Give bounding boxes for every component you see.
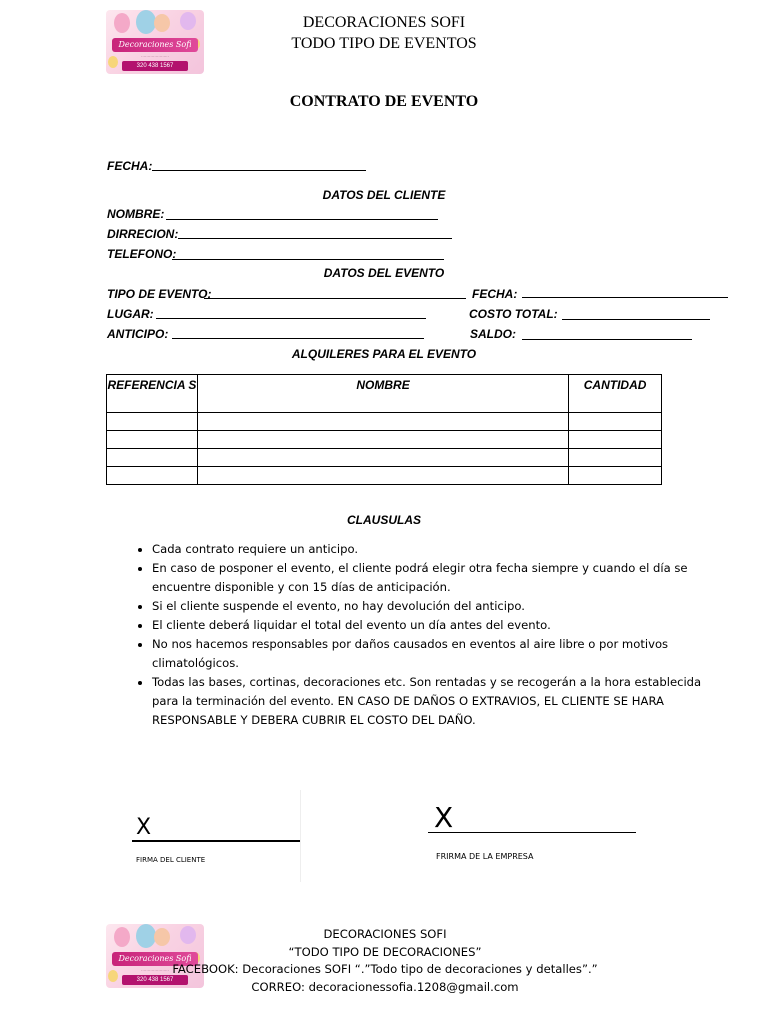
- company-signature-label: FRIRMA DE LA EMPRESA: [436, 852, 534, 861]
- signature-divider: [300, 790, 301, 882]
- client-signature-line[interactable]: [132, 840, 300, 842]
- table-cell[interactable]: [197, 413, 568, 431]
- table-cell[interactable]: [197, 431, 568, 449]
- saldo-field[interactable]: [522, 339, 692, 340]
- rentals-table: [106, 374, 662, 485]
- direccion-field[interactable]: [178, 238, 452, 239]
- lugar-field[interactable]: [156, 318, 426, 319]
- client-signature-label: FIRMA DEL CLIENTE: [136, 856, 206, 864]
- table-row: [107, 431, 662, 449]
- col-header-cantidad: CANTIDAD: [569, 375, 662, 413]
- company-signature-mark: X: [434, 801, 454, 834]
- tipo-evento-label: TIPO DE EVENTO:: [107, 287, 212, 301]
- table-cell[interactable]: [569, 467, 662, 485]
- costo-total-field[interactable]: [562, 319, 710, 320]
- direccion-label: DIRRECION:: [107, 227, 179, 241]
- col-header-referencias: REFERENCIA S: [107, 375, 198, 413]
- table-cell[interactable]: [197, 467, 568, 485]
- client-signature-mark: X: [136, 815, 152, 840]
- company-tagline: TODO TIPO DE EVENTOS: [291, 35, 477, 52]
- anticipo-field[interactable]: [172, 338, 424, 339]
- table-cell[interactable]: [197, 449, 568, 467]
- client-section-title: DATOS DEL CLIENTE: [322, 188, 446, 202]
- lugar-label: LUGAR:: [107, 307, 154, 321]
- clause-item: • Cada contrato requiere un anticipo.: [152, 540, 712, 559]
- telefono-field[interactable]: [172, 259, 444, 260]
- table-header-row: [107, 375, 662, 413]
- table-row: [107, 413, 662, 431]
- table-row: [107, 467, 662, 485]
- footer-company: DECORACIONES SOFI: [323, 927, 447, 941]
- footer-email[interactable]: CORREO: decoracionessofia.1208@gmail.com: [251, 979, 519, 994]
- clauses-title: CLAUSULAS: [347, 513, 421, 527]
- col-header-nombre: NOMBRE: [197, 375, 568, 413]
- table-row: [107, 449, 662, 467]
- nombre-label: NOMBRE:: [107, 207, 165, 221]
- costo-total-label: COSTO TOTAL:: [469, 307, 558, 321]
- fecha-label: FECHA:: [107, 159, 153, 173]
- fecha-field[interactable]: [152, 170, 366, 171]
- footer-logo: Decoraciones Sofi ····················· 320 438 1567: [106, 924, 204, 988]
- table-cell[interactable]: [569, 413, 662, 431]
- logo-phone: 320 438 1567: [122, 61, 188, 71]
- clauses-list: [110, 540, 712, 730]
- company-logo: Decoraciones Sofi ····················· 320 438 1567: [106, 10, 204, 74]
- table-cell[interactable]: [107, 467, 198, 485]
- clause-item: • No nos hacemos responsables por daños causados en eventos al aire libre o por motivos climatológicos.: [152, 635, 712, 673]
- footer-facebook[interactable]: FACEBOOK: Decoraciones SOFI “.”Todo tipo de decoraciones y detalles”.”: [172, 962, 598, 976]
- footer-slogan: “TODO TIPO DE DECORACIONES”: [288, 944, 482, 959]
- event-section-title: DATOS DEL EVENTO: [323, 266, 445, 280]
- clause-item: • En caso de posponer el evento, el cliente podrá elegir otra fecha siempre y cuando el día se encuentre disponible y con 15 días de anticipación.: [152, 559, 712, 597]
- footer-logo-brand-text: Decoraciones Sofi: [112, 952, 198, 966]
- table-cell[interactable]: [569, 431, 662, 449]
- company-name: DECORACIONES SOFI: [302, 14, 466, 31]
- footer-logo-phone: 320 438 1567: [122, 975, 188, 985]
- table-cell[interactable]: [107, 431, 198, 449]
- fecha-evento-label: FECHA:: [472, 287, 518, 301]
- footer: [160, 926, 610, 996]
- saldo-label: SALDO:: [470, 327, 516, 341]
- anticipo-label: ANTICIPO:: [107, 327, 169, 341]
- nombre-field[interactable]: [166, 219, 438, 220]
- contract-title: CONTRATO DE EVENTO: [289, 93, 479, 110]
- table-cell[interactable]: [107, 449, 198, 467]
- fecha-evento-field[interactable]: [522, 297, 728, 298]
- clause-item: • El cliente deberá liquidar el total del evento un día antes del evento.: [152, 616, 712, 635]
- table-cell[interactable]: [569, 449, 662, 467]
- logo-brand-text: Decoraciones Sofi: [112, 38, 198, 52]
- clause-item: • Si el cliente suspende el evento, no hay devolución del anticipo.: [152, 597, 712, 616]
- table-cell[interactable]: [107, 413, 198, 431]
- company-signature-line[interactable]: [428, 832, 636, 833]
- clause-item: • Todas las bases, cortinas, decoraciones etc. Son rentadas y se recogerán a la hora establecida para la terminación del evento. EN CASO DE DAÑOS O EXTRAVIOS, EL CLIENTE SE HARA RESPONSABLE Y DEBERA CUBRIR EL COSTO DEL DAÑO.: [152, 673, 712, 730]
- telefono-label: TELEFONO:: [107, 247, 177, 261]
- tipo-evento-field[interactable]: [204, 298, 466, 299]
- rentals-section-title: ALQUILERES PARA EL EVENTO: [291, 347, 477, 361]
